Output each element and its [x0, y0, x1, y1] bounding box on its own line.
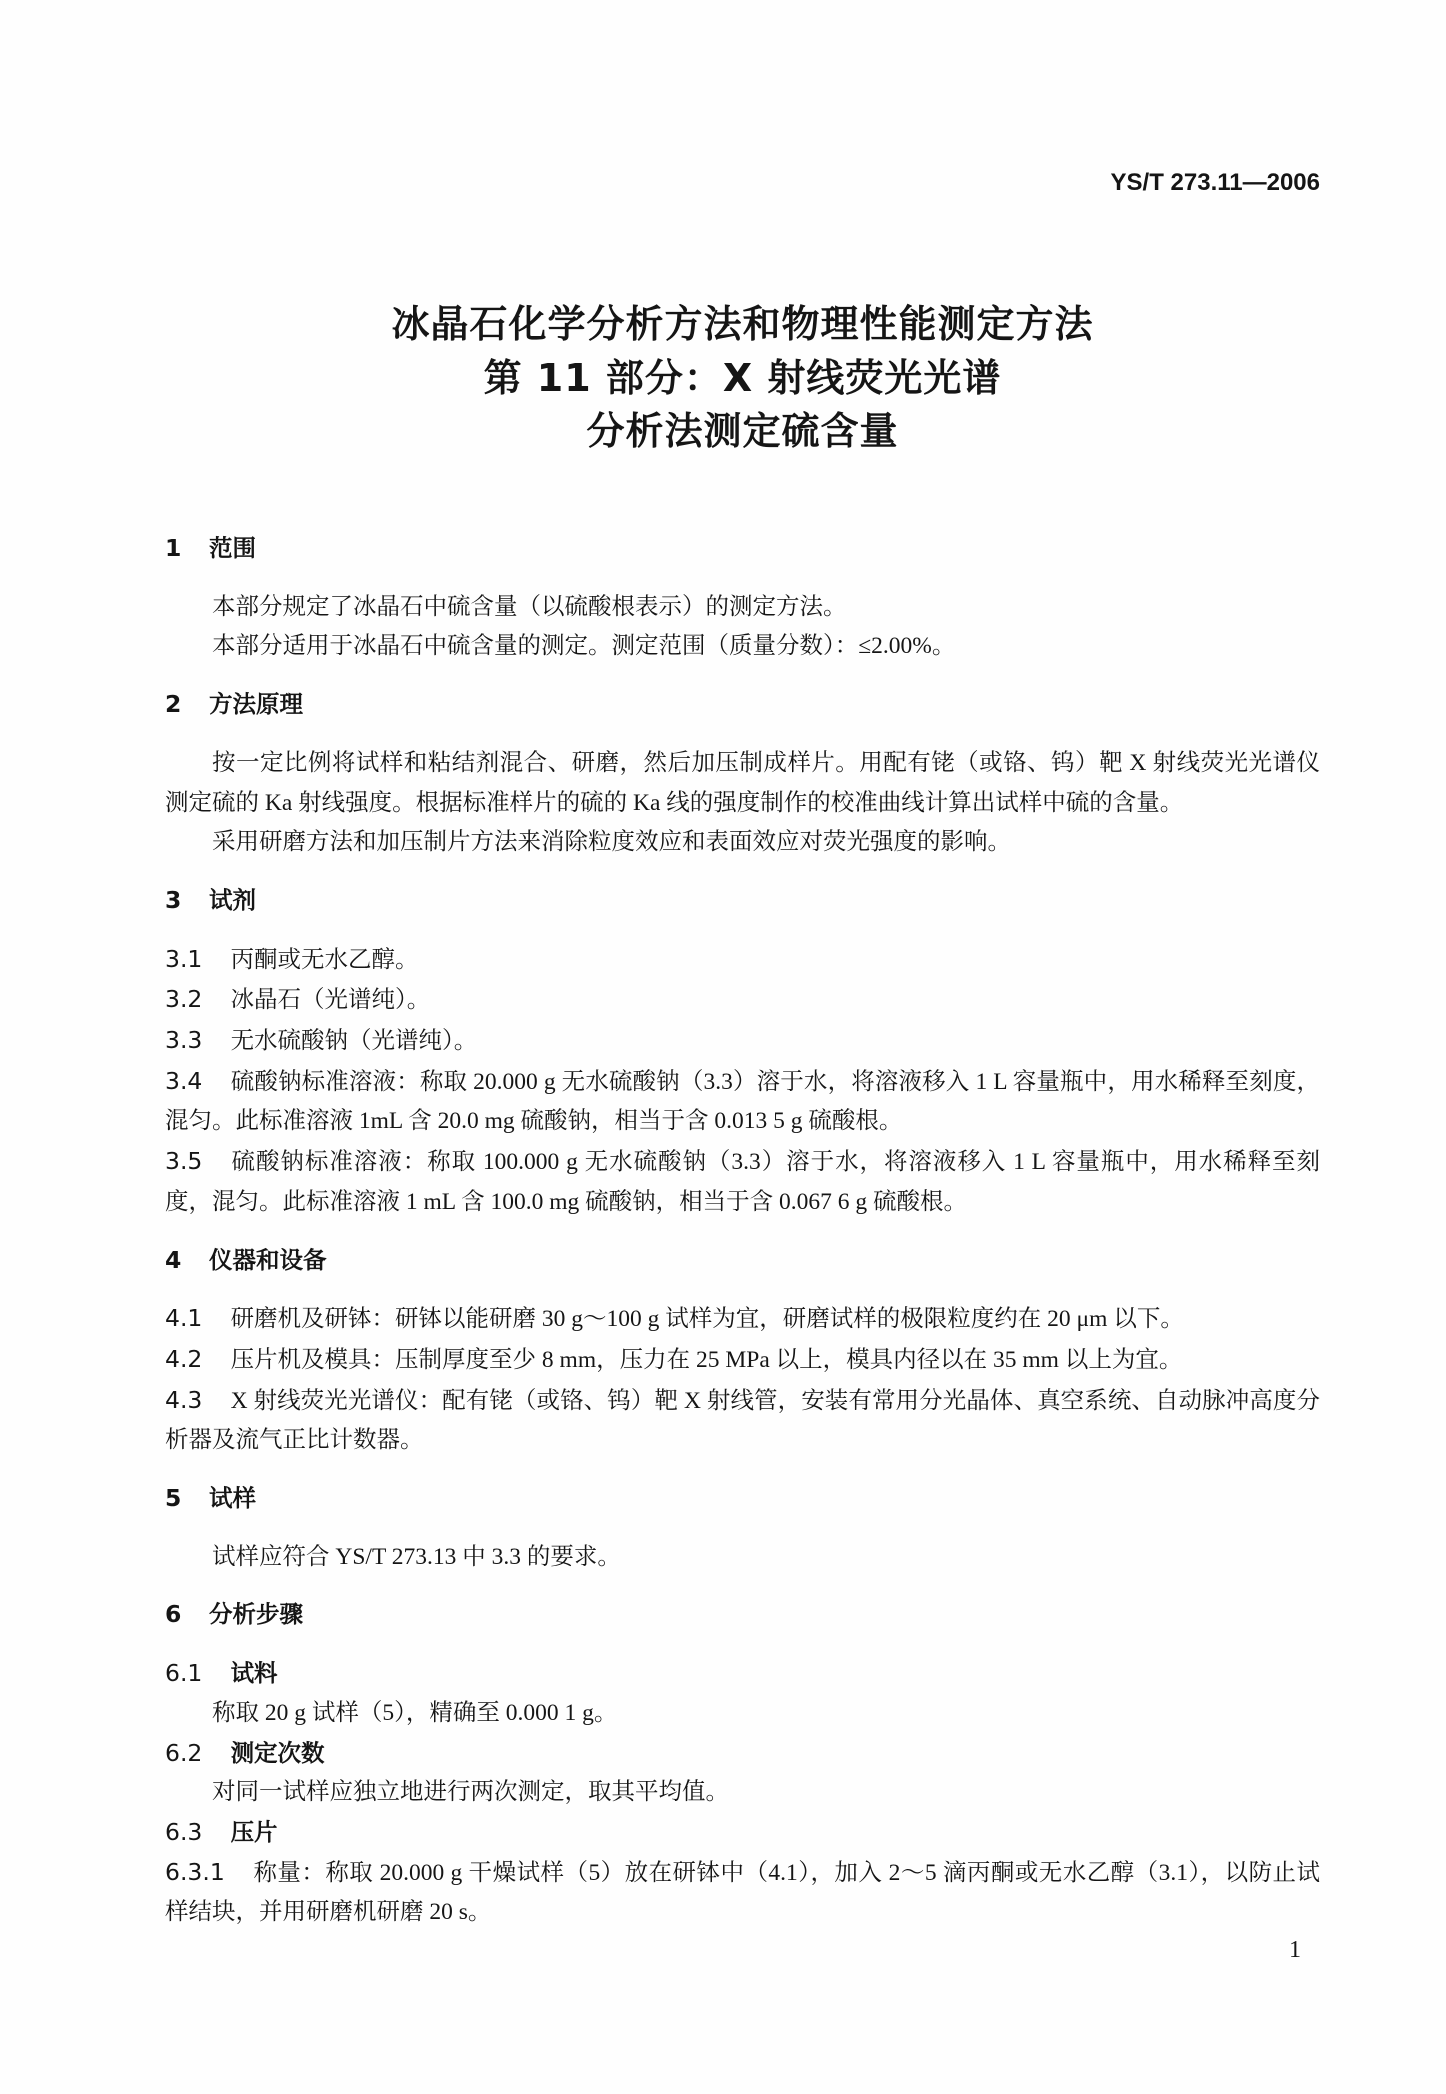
section-reagents — [165, 881, 1320, 1223]
paragraph: 试样应符合 YS/T 273.13 中 3.3 的要求。 — [212, 1543, 621, 1570]
clause — [165, 1340, 1320, 1381]
clause-number: 3.1 — [165, 944, 203, 973]
paragraph: 对同一试样应独立地进行两次测定，取其平均值。 — [212, 1779, 729, 1806]
clause-text: 硫酸钠标准溶液：称取 100.000 g 无水硫酸钠（3.3）溶于水，将溶液移入 1 L 容量瓶中，用水稀释至刻度，混匀。此标准溶液 1 mL 含 100.0 mg 硫酸钠，相当于含 0.067 6 g 硫酸根。 — [165, 1149, 1320, 1215]
clause-text: 研磨机及研钵：研钵以能研磨 30 g～100 g 试样为宜，研磨试样的极限粒度约在 20 μm 以下。 — [230, 1306, 1184, 1333]
paragraph: 本部分适用于冰晶石中硫含量的测定。测定范围（质量分数）：≤2.00%。 — [212, 633, 956, 660]
title-line: 冰晶石化学分析方法和物理性能测定方法 — [391, 302, 1094, 346]
clause — [165, 1142, 1320, 1222]
clause — [165, 1021, 1320, 1062]
clause-text: 称量：称取 20.000 g 干燥试样（5）放在研钵中（4.1），加入 2～5 滴丙酮或无水乙醇（3.1），以防止试样结块，并用研磨机研磨 20 s。 — [165, 1859, 1320, 1926]
subsection-heading — [165, 1654, 1320, 1694]
section-heading — [165, 685, 1320, 725]
clause — [165, 1299, 1320, 1340]
section-heading — [165, 1479, 1320, 1519]
clause — [165, 1062, 1320, 1142]
section-title: 仪器和设备 — [209, 1245, 327, 1274]
clause-number: 3.5 — [165, 1147, 203, 1176]
section-scope — [165, 529, 1320, 667]
subsection-number: 6.3 — [165, 1817, 203, 1846]
section-title: 方法原理 — [209, 690, 303, 719]
section-number: 2 — [165, 690, 182, 719]
subsection-heading — [165, 1734, 1320, 1774]
paragraph: 本部分规定了冰晶石中硫含量（以硫酸根表示）的测定方法。 — [212, 593, 847, 620]
clause-text: 硫酸钠标准溶液：称取 20.000 g 无水硫酸钠（3.3）溶于水，将溶液移入 1 L 容量瓶中，用水稀释至刻度，混匀。此标准溶液 1mL 含 20.0 mg 硫酸钠，相当于含 0.013 5 g 硫酸根。 — [165, 1068, 1320, 1135]
section-title: 范围 — [209, 534, 256, 562]
paragraph: 按一定比例将试样和粘结剂混合、研磨，然后加压制成样片。用配有铑（或铬、钨）靶 X 射线荧光光谱仪测定硫的 Ka 射线强度。根据标准样片的硫的 Ka 线的强度制作的校准曲线计算出试样中硫的含量。 — [165, 749, 1320, 816]
clause-number: 4.3 — [165, 1385, 203, 1414]
section-apparatus — [165, 1241, 1320, 1462]
section-number: 3 — [165, 885, 182, 914]
subsection-title: 试料 — [230, 1659, 278, 1688]
section-number: 1 — [165, 534, 182, 562]
clause-number: 3.3 — [165, 1026, 203, 1055]
standard-code: YS/T 273.11—2006 — [1110, 169, 1320, 196]
clause — [165, 1381, 1320, 1461]
subsection-number: 6.1 — [165, 1659, 203, 1688]
clause-text: 无水硫酸钠（光谱纯）。 — [230, 1028, 478, 1055]
section-heading — [165, 881, 1320, 921]
clause — [165, 940, 1320, 981]
document-body — [165, 529, 1320, 1933]
section-number: 4 — [165, 1245, 182, 1274]
section-title: 试剂 — [209, 885, 256, 914]
section-procedure — [165, 1595, 1320, 1933]
section-heading — [165, 1241, 1320, 1281]
subsection-title: 测定次数 — [230, 1738, 325, 1767]
clause-number: 3.4 — [165, 1066, 203, 1095]
clause — [165, 980, 1320, 1021]
document-title — [165, 298, 1320, 459]
subsection-number: 6.2 — [165, 1738, 203, 1767]
clause-text: X 射线荧光光谱仪：配有铑（或铬、钨）靶 X 射线管，安装有常用分光晶体、真空系统、自动脉冲高度分析器及流气正比计数器。 — [165, 1387, 1320, 1454]
section-number: 5 — [165, 1484, 182, 1513]
title-line: 分析法测定硫含量 — [586, 409, 899, 453]
subsection-heading — [165, 1813, 1320, 1853]
paragraph: 称取 20 g 试样（5），精确至 0.000 1 g。 — [212, 1699, 618, 1726]
clause-text: 丙酮或无水乙醇。 — [230, 946, 419, 973]
clause-number: 3.2 — [165, 985, 203, 1014]
paragraph: 采用研磨方法和加压制片方法来消除粒度效应和表面效应对荧光强度的影响。 — [212, 829, 1011, 856]
section-title: 分析步骤 — [209, 1600, 303, 1629]
section-heading — [165, 529, 1320, 569]
title-line: 第 11 部分：X 射线荧光光谱 — [483, 355, 1002, 400]
section-principle — [165, 685, 1320, 863]
section-sample — [165, 1479, 1320, 1577]
section-number: 6 — [165, 1600, 182, 1629]
section-title: 试样 — [209, 1484, 256, 1513]
clause-text: 冰晶石（光谱纯）。 — [230, 987, 431, 1014]
clause — [165, 1853, 1320, 1933]
clause-number: 4.2 — [165, 1344, 203, 1373]
clause-number: 6.3.1 — [165, 1857, 225, 1886]
subsection-title: 压片 — [230, 1817, 278, 1846]
section-heading — [165, 1595, 1320, 1635]
page-number: 1 — [1289, 1937, 1301, 1963]
clause-text: 压片机及模具：压制厚度至少 8 mm，压力在 25 MPa 以上，模具内径以在 35 mm 以上为宜。 — [230, 1346, 1183, 1373]
clause-number: 4.1 — [165, 1304, 203, 1333]
